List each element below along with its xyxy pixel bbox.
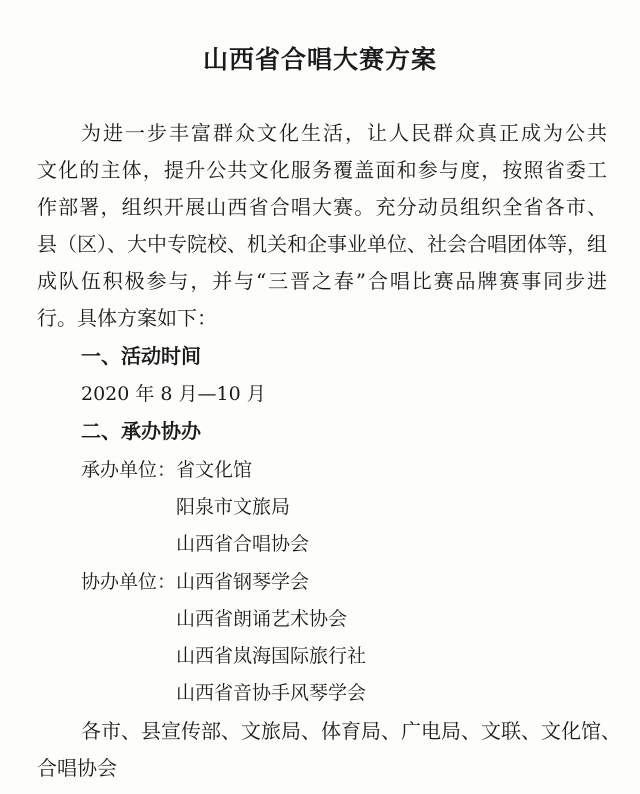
organizer-item: 阳泉市文旅局 (176, 496, 291, 518)
organizer-item: 山西省合唱协会 (176, 533, 310, 555)
intro-line-1: 为进一步丰富群众文化生活，让人民群众真正成为公共 (81, 121, 607, 145)
intro-line-3: 作部署，组织开展山西省合唱大赛。充分动员组织全省各市、 (37, 195, 607, 219)
other-units-line-2: 合唱协会 (37, 756, 117, 780)
activity-time: 2020 年 8 月—10 月 (81, 383, 266, 405)
co-organizer-item: 山西省岚海国际旅行社 (176, 645, 367, 667)
co-organizer-item: 山西省音协手风琴学会 (176, 682, 367, 704)
organizer-label: 承办单位： (81, 459, 177, 481)
organizer-item: 省文化馆 (176, 459, 253, 481)
section-2-heading: 二、承办协办 (81, 419, 201, 443)
co-organizer-item: 山西省钢琴学会 (176, 571, 310, 593)
other-units-line-1: 各市、县宣传部、文旅局、体育局、广电局、文联、文化馆、 (81, 719, 621, 743)
co-organizer-label: 协办单位： (81, 571, 177, 593)
intro-line-2: 文化的主体，提升公共文化服务覆盖面和参与度，按照省委工 (37, 158, 607, 182)
intro-line-5: 成队伍积极参与，并与“三晋之春”合唱比赛品牌赛事同步进 (37, 269, 607, 293)
co-organizer-item: 山西省朗诵艺术协会 (176, 608, 348, 630)
section-1-heading: 一、活动时间 (81, 344, 201, 368)
intro-line-4: 县（区）、大中专院校、机关和企事业单位、社会合唱团体等，组 (37, 232, 607, 256)
document-title: 山西省合唱大赛方案 (202, 45, 437, 74)
intro-line-6: 行。具体方案如下： (37, 306, 217, 330)
